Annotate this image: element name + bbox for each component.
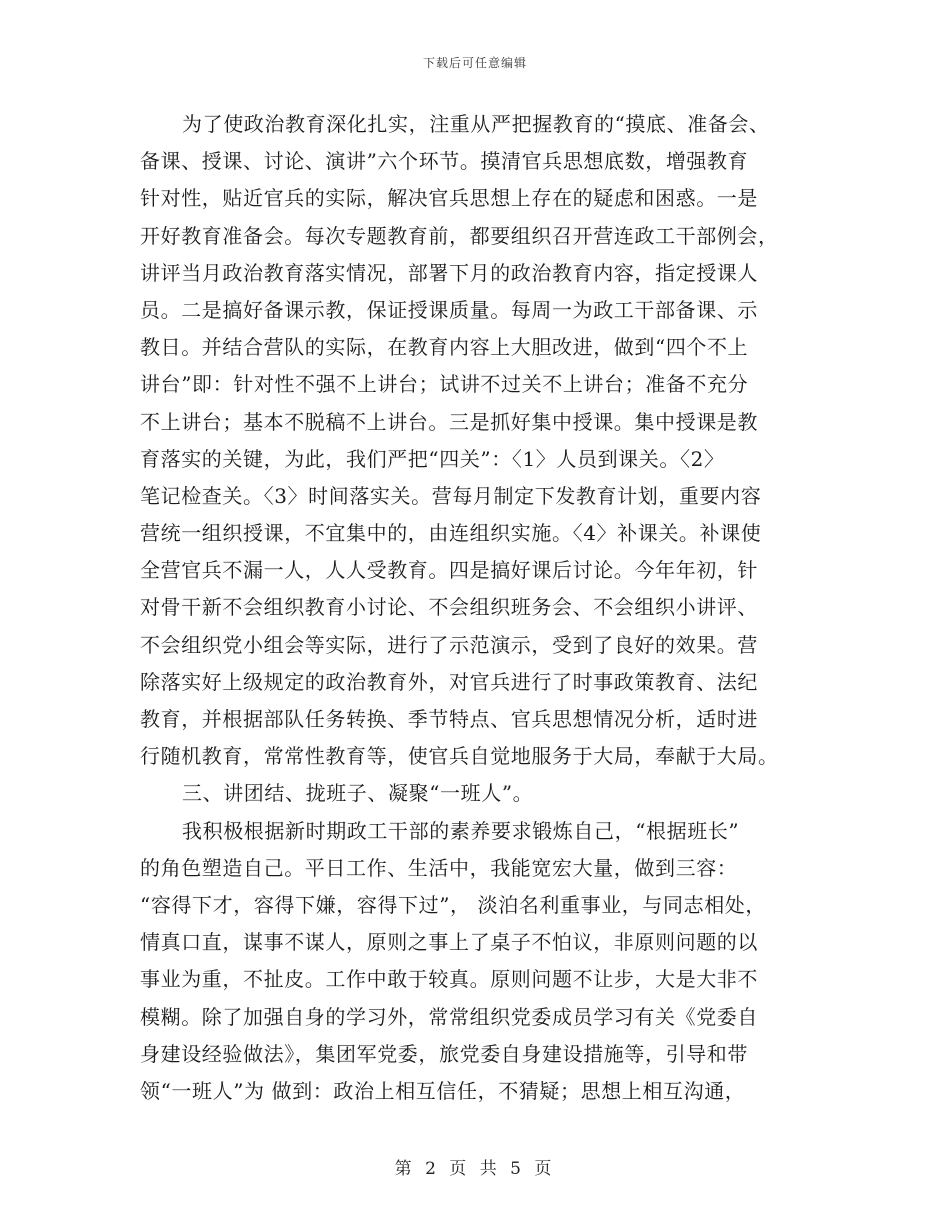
body-line: 针对性，贴近官兵的实际，解决官兵思想上存在的疑虑和困惑。一是 [140, 186, 758, 211]
body-line: 教日。并结合营队的实际，在教育内容上大胆改进，做到“四个不上 [140, 335, 749, 360]
body-line: 除落实好上级规定的政治教育外，对官兵进行了时事政策教育、法纪 [140, 669, 758, 694]
body-line: 的角色塑造自己。平日工作、生活中，我能宽宏大量，做到三容： [140, 855, 738, 880]
body-line: 员。二是搞好备课示教，保证授课质量。每周一为政工干部备课、示 [140, 297, 758, 322]
body-line: 情真口直，谋事不谋人，原则之事上了桌子不怕议，非原则问题的以 [140, 930, 758, 955]
page-header: 下载后可任意编辑 [422, 56, 527, 70]
document-body [140, 106, 830, 1110]
body-line: “容得下才，容得下嫌，容得下过”， 淡泊名利重事业，与同志相处， [140, 892, 767, 917]
body-line: 领“一班人”为 做到：政治上相互信任，不猜疑；思想上相互沟通， [140, 1078, 746, 1103]
body-line: 不会组织党小组会等实际，进行了示范演示，受到了良好的效果。营 [140, 632, 758, 657]
body-line: 育落实的关键，为此，我们严把“四关”：〈1〉人员到课关。〈2〉 [140, 446, 725, 471]
body-line: 行随机教育，常常性教育等，使官兵自觉地服务于大局，奉献于大局。 [140, 744, 779, 769]
body-line: 教育，并根据部队任务转换、季节特点、官兵思想情况分析，适时进 [140, 707, 758, 731]
body-line: 营统一组织授课，不宜集中的，由连组织实施。〈4〉补课关。补课使 [140, 521, 762, 546]
body-line: 为了使政治教育深化扎实，注重从严把握教育的“摸底、准备会、 [182, 112, 770, 136]
body-line: 讲评当月政治教育落实情况，部署下月的政治教育内容，指定授课人 [140, 260, 758, 285]
body-line: 讲台”即：针对性不强不上讲台；试讲不过关不上讲台；准备不充分 [140, 372, 749, 397]
section-heading: 三、讲团结、拢班子、凝聚“一班人”。 [182, 781, 534, 806]
body-line: 事业为重，不扯皮。工作中敢于较真。原则问题不让步，大是大非不 [140, 967, 758, 992]
body-line: 备课、授课、讨论、演讲”六个环节。摸清官兵思想底数，增强教育 [140, 149, 749, 174]
body-line: 模糊。除了加强自身的学习外，常常组织党委成员学习有关《党委自 [140, 1004, 758, 1029]
body-line: 笔记检查关。〈3〉时间落实关。营每月制定下发教育计划，重要内容 [140, 483, 762, 508]
body-line: 全营官兵不漏一人，人人受教育。四是搞好课后讨论。今年年初，针 [140, 558, 758, 583]
page-number-footer: 第 2 页 共 5 页 [394, 1159, 556, 1179]
body-line: 不上讲台；基本不脱稿不上讲台。三是抓好集中授课。集中授课是教 [140, 409, 758, 434]
body-line: 我积极根据新时期政工干部的素养要求锻炼自己，“根据班长” [182, 818, 740, 843]
body-line: 对骨干新不会组织教育小讨论、不会组织班务会、不会组织小讲评、 [140, 595, 758, 620]
body-line: 开好教育准备会。每次专题教育前，都要组织召开营连政工干部例会， [140, 223, 779, 248]
body-line: 身建设经验做法》，集团军党委，旅党委自身建设措施等，引导和带 [140, 1041, 748, 1066]
